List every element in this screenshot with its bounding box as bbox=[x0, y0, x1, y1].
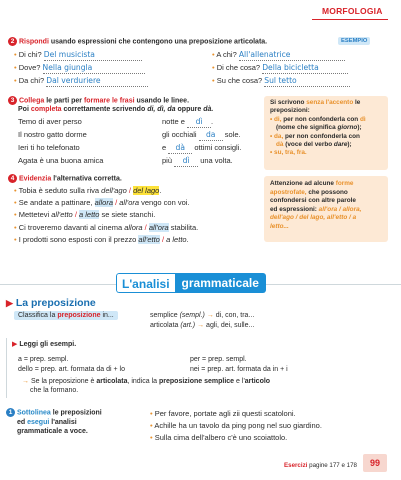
match-right-column bbox=[162, 117, 262, 169]
banner-word: grammaticale bbox=[175, 273, 266, 293]
exercise-number: 3 bbox=[8, 96, 17, 105]
exercise-4-instruction: 4 Evidenzia l'alternativa corretta. bbox=[8, 174, 122, 183]
match-left-item[interactable]: Ieri ti ho telefonato bbox=[18, 143, 80, 152]
fill-blank[interactable]: dì bbox=[187, 117, 211, 128]
classify-tag: Classifica la preposizione in... bbox=[14, 311, 118, 320]
apostrophe-note-box: Attenzione ad alcune forme apostrofate, che possono confondersi con altre parole ed espressioni: all'ora / allora, dell'ago / del lago, all'etto / a letto... bbox=[264, 176, 388, 242]
exercise-3-instruction: 3 Collega le parti per formare le frasi usando le linee. Poi completa correttamente scrivendo di, dì, da oppure dà. bbox=[8, 96, 258, 114]
match-right-item[interactable]: notte e dì . bbox=[162, 117, 214, 126]
accent-note-box: Si scrivono senza l'accento le preposizioni: • di, per non confonderla con dì (nome che significa giorno); • da, per non confonderla con dà (voce del verbo dare); • su, tra, fra. bbox=[264, 96, 388, 170]
ex4-line: • Ci troveremo davanti al cinema allora / all'ora stabilita. bbox=[14, 222, 199, 232]
footer-exercises: Esercizi pagine 177 e 178 bbox=[284, 462, 357, 469]
fill-blank[interactable]: dà bbox=[168, 143, 192, 154]
ex2-row: • Dove? Nella giungla bbox=[14, 63, 145, 74]
match-left-column bbox=[18, 117, 148, 169]
option-selected[interactable]: a letto bbox=[79, 210, 100, 220]
option-selected[interactable]: all'ora bbox=[148, 222, 169, 232]
example-badge: ESEMPIO bbox=[338, 37, 370, 45]
option-selected[interactable]: del lago bbox=[133, 186, 160, 195]
ex4-line: • Mettetevi all'etto / a letto se siete stanchi. bbox=[14, 210, 156, 220]
ex2-row: • Di che cosa? Della bicicletta bbox=[212, 63, 348, 74]
example-tip: → Se la preposizione è articolata, indica la preposizione semplice e l'articolo che la formano. bbox=[22, 378, 271, 394]
match-right-item[interactable]: più dì una volta. bbox=[162, 156, 233, 165]
ex2-row: • Da chi? Dal verduriere bbox=[14, 76, 148, 87]
match-left-item[interactable]: Temo di aver perso bbox=[18, 117, 82, 126]
option[interactable]: all'etto bbox=[51, 210, 73, 220]
example-line: a = prep. sempl. bbox=[18, 356, 69, 363]
match-right-item[interactable]: gli occhiali da sole. bbox=[162, 130, 241, 139]
option[interactable]: dell'ago bbox=[101, 186, 127, 195]
option-selected[interactable]: all'etto bbox=[138, 234, 160, 244]
classification-list: semplice (sempl.) → di, con, tra... articolata (art.) → agli, dei, sulle... bbox=[150, 312, 255, 329]
ex2-row: • A chi? All'allenatrice bbox=[212, 50, 345, 61]
example-line: nei = prep. art. formata da in + i bbox=[190, 366, 288, 373]
match-left-item[interactable]: Agata è una buona amica bbox=[18, 156, 104, 165]
fill-blank[interactable]: da bbox=[199, 130, 223, 141]
match-right-item[interactable]: e dà ottimi consigli. bbox=[162, 143, 242, 152]
section-header bbox=[322, 6, 383, 16]
option[interactable]: allora bbox=[124, 222, 143, 232]
answer-field[interactable]: Sul tetto bbox=[264, 76, 350, 87]
ex4-line: • Tobia è seduto sulla riva dell'ago / del lago. bbox=[14, 186, 162, 195]
answer-field[interactable]: Della bicicletta bbox=[262, 63, 348, 74]
option[interactable]: all'ora bbox=[119, 198, 140, 208]
option[interactable]: a letto bbox=[166, 234, 187, 244]
match-left-item[interactable]: Il nostro gatto dorme bbox=[18, 130, 87, 139]
option-selected[interactable]: allora bbox=[94, 198, 113, 208]
exercise-number: 2 bbox=[8, 37, 17, 46]
section-title: ▶ La preposizione bbox=[6, 297, 96, 309]
answer-field[interactable]: Dal verduriere bbox=[46, 76, 148, 87]
page-number: 99 bbox=[363, 454, 387, 472]
example-line: per = prep. sempl. bbox=[190, 356, 247, 363]
exercise-1-instruction: 1 Sottolinea le preposizioni ed esegui l'analisi grammaticale a voce. bbox=[6, 408, 146, 437]
banner-word: L'analisi bbox=[116, 273, 175, 293]
header-title: MORFOLOGIA bbox=[322, 6, 383, 16]
ex4-line: • I prodotti sono esposti con il prezzo all'etto / a letto. bbox=[14, 234, 189, 244]
exercise-number: 4 bbox=[8, 174, 17, 183]
ex2-row: • Di chi? Del musicista bbox=[14, 50, 142, 61]
section-banner bbox=[116, 273, 266, 293]
example-line: dello = prep. art. formata da di + lo bbox=[18, 366, 126, 373]
sentence[interactable]: • Per favore, portate agli zii questi scatoloni. bbox=[150, 409, 296, 418]
examples-title: ▶ Leggi gli esempi. bbox=[12, 341, 77, 348]
ex4-line: • Se andate a pattinare, allora / all'ora vengo con voi. bbox=[14, 198, 190, 208]
header-rule bbox=[312, 19, 388, 20]
exercise-2-instruction: 2 Rispondi usando espressioni che contengono una preposizione articolata. bbox=[8, 37, 308, 46]
exercise-number: 1 bbox=[6, 408, 15, 417]
sentence[interactable]: • Achille ha un tavolo da ping pong nel suo giardino. bbox=[150, 421, 322, 430]
ex4-list bbox=[14, 185, 264, 246]
fill-blank[interactable]: dì bbox=[174, 156, 198, 167]
answer-field[interactable]: Nella giungla bbox=[43, 63, 145, 74]
ex2-row: • Su che cosa? Sul tetto bbox=[212, 76, 350, 87]
answer-field[interactable]: Del musicista bbox=[44, 50, 142, 61]
answer-field[interactable]: All'allenatrice bbox=[239, 50, 345, 61]
ex1-sentences bbox=[150, 408, 322, 444]
sentence[interactable]: • Sulla cima dell'albero c'è uno scoiattolo. bbox=[150, 433, 288, 442]
